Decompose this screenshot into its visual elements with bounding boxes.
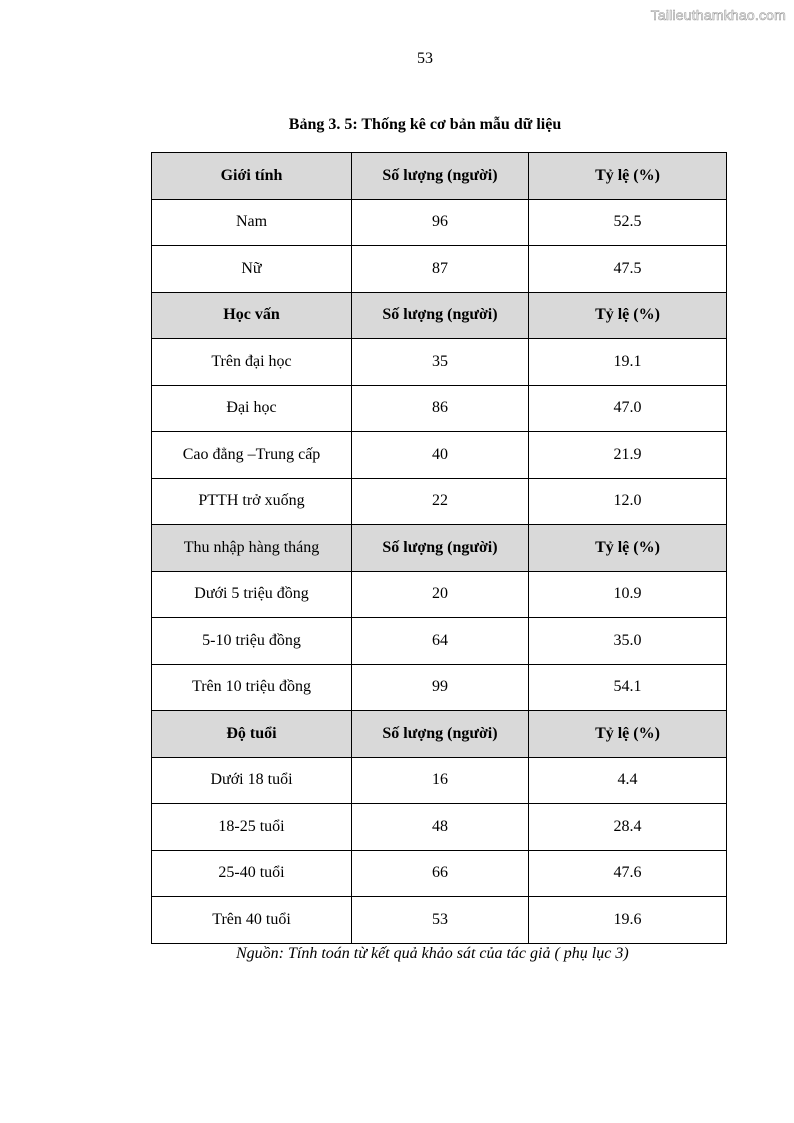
count-header: Số lượng (người): [352, 525, 529, 572]
percent-cell: 10.9: [529, 571, 727, 618]
count-header: Số lượng (người): [352, 711, 529, 758]
table-row: [152, 199, 727, 246]
percent-cell: 12.0: [529, 478, 727, 525]
category-cell: Cao đẳng –Trung cấp: [152, 432, 352, 479]
section-header-row: [152, 153, 727, 200]
statistics-table: [151, 152, 727, 944]
percent-cell: 54.1: [529, 664, 727, 711]
percent-header: Tỷ lệ (%): [529, 292, 727, 339]
category-cell: Đại học: [152, 385, 352, 432]
source-note: Nguồn: Tính toán từ kết quả khảo sát của tác giả ( phụ lục 3): [236, 945, 629, 962]
percent-cell: 28.4: [529, 804, 727, 851]
percent-cell: 47.6: [529, 850, 727, 897]
count-cell: 96: [352, 199, 529, 246]
count-cell: 66: [352, 850, 529, 897]
table-row: [152, 850, 727, 897]
category-header: Thu nhập hàng tháng: [152, 525, 352, 572]
section-header-row: [152, 292, 727, 339]
percent-cell: 19.1: [529, 339, 727, 386]
percent-header: Tỷ lệ (%): [529, 525, 727, 572]
table-row: [152, 804, 727, 851]
table-row: [152, 478, 727, 525]
table-row: [152, 897, 727, 944]
count-cell: 22: [352, 478, 529, 525]
category-cell: 18-25 tuổi: [152, 804, 352, 851]
category-header: Giới tính: [152, 153, 352, 200]
count-cell: 99: [352, 664, 529, 711]
category-cell: Dưới 18 tuổi: [152, 757, 352, 804]
percent-cell: 19.6: [529, 897, 727, 944]
category-header: Độ tuổi: [152, 711, 352, 758]
count-cell: 87: [352, 246, 529, 293]
count-cell: 48: [352, 804, 529, 851]
page-number: 53: [417, 50, 433, 67]
count-cell: 40: [352, 432, 529, 479]
count-cell: 20: [352, 571, 529, 618]
table-row: [152, 246, 727, 293]
percent-header: Tỷ lệ (%): [529, 153, 727, 200]
count-cell: 53: [352, 897, 529, 944]
table-row: [152, 757, 727, 804]
table-row: [152, 664, 727, 711]
section-header-row: [152, 711, 727, 758]
count-cell: 64: [352, 618, 529, 665]
percent-cell: 47.5: [529, 246, 727, 293]
count-cell: 35: [352, 339, 529, 386]
table-row: [152, 618, 727, 665]
section-header-row: [152, 525, 727, 572]
count-cell: 16: [352, 757, 529, 804]
category-cell: 25-40 tuổi: [152, 850, 352, 897]
category-cell: PTTH trở xuống: [152, 478, 352, 525]
table-title: Bảng 3. 5: Thống kê cơ bản mẫu dữ liệu: [288, 116, 562, 133]
category-cell: Dưới 5 triệu đồng: [152, 571, 352, 618]
percent-header: Tỷ lệ (%): [529, 711, 727, 758]
percent-cell: 4.4: [529, 757, 727, 804]
count-header: Số lượng (người): [352, 153, 529, 200]
count-header: Số lượng (người): [352, 292, 529, 339]
table-body: [152, 153, 727, 944]
percent-cell: 21.9: [529, 432, 727, 479]
category-cell: Nữ: [152, 246, 352, 293]
category-cell: 5-10 triệu đồng: [152, 618, 352, 665]
category-cell: Trên 10 triệu đồng: [152, 664, 352, 711]
percent-cell: 52.5: [529, 199, 727, 246]
watermark: Tailieuthamkhao.com: [650, 7, 786, 23]
table-row: [152, 571, 727, 618]
category-cell: Nam: [152, 199, 352, 246]
category-cell: Trên 40 tuổi: [152, 897, 352, 944]
table-row: [152, 339, 727, 386]
category-header: Học vấn: [152, 292, 352, 339]
table-row: [152, 432, 727, 479]
table-row: [152, 385, 727, 432]
percent-cell: 47.0: [529, 385, 727, 432]
count-cell: 86: [352, 385, 529, 432]
category-cell: Trên đại học: [152, 339, 352, 386]
percent-cell: 35.0: [529, 618, 727, 665]
